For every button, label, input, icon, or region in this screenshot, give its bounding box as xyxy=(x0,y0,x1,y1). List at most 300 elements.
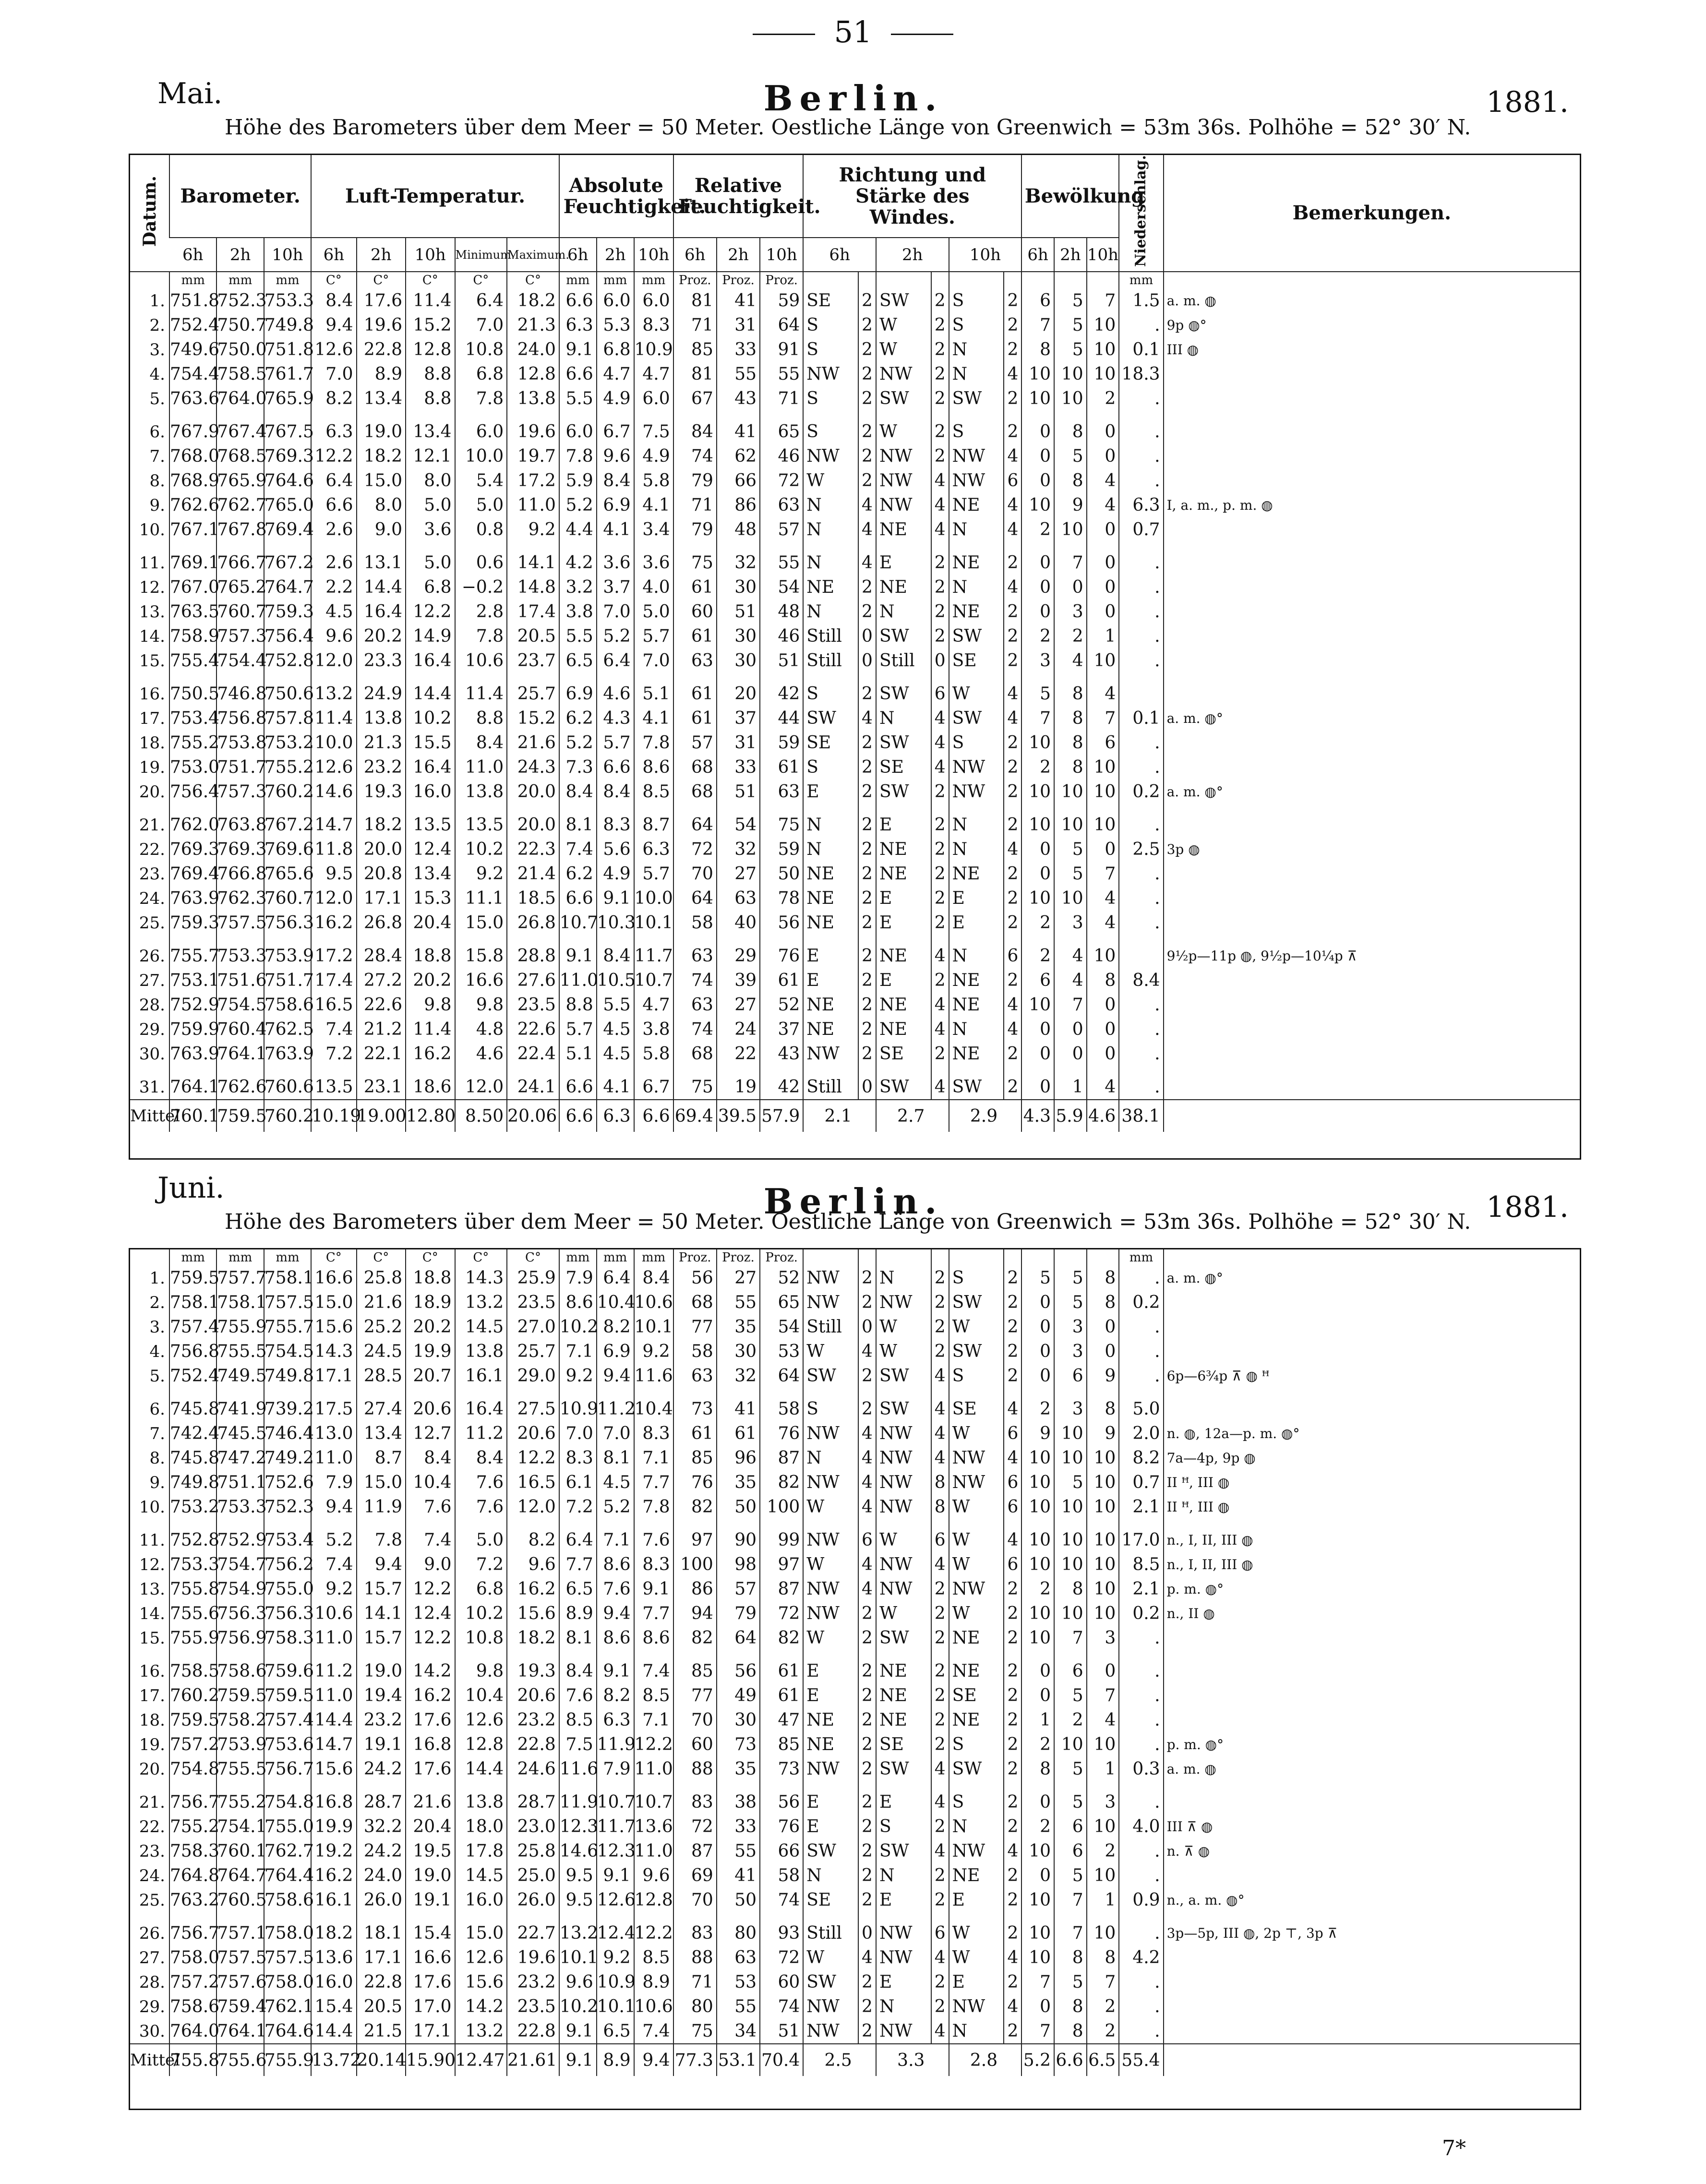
data-cell: 0 xyxy=(1087,1315,1119,1339)
data-cell: 55 xyxy=(717,1994,760,2019)
table-row xyxy=(130,517,1580,542)
data-cell: 7.1 xyxy=(634,1446,673,1470)
separator-cell xyxy=(1164,1781,1580,1790)
wind-force-cell: 2 xyxy=(858,1017,876,1042)
data-cell: 753.9 xyxy=(216,1732,264,1757)
data-cell: 58 xyxy=(760,1863,803,1888)
data-cell: 10 xyxy=(1054,1446,1087,1470)
table-row xyxy=(130,1994,1580,2019)
wind-force-cell: 2 xyxy=(1004,2019,1021,2044)
wind-direction-cell: SW xyxy=(949,1075,1004,1100)
separator-cell xyxy=(876,673,931,682)
separator-cell xyxy=(760,1066,803,1075)
data-cell: 62 xyxy=(717,444,760,468)
wind-direction-cell: S xyxy=(949,731,1004,755)
remarks-cell: n., II ◍ xyxy=(1164,1601,1580,1626)
separator-cell xyxy=(760,1912,803,1921)
data-cell: 87 xyxy=(760,1577,803,1601)
wind-direction-cell: W xyxy=(949,682,1004,706)
data-cell: 9.8 xyxy=(455,1659,507,1683)
wind-force-cell: 4 xyxy=(1004,362,1021,386)
date-cell: 27. xyxy=(139,1948,165,1968)
data-cell: 10 xyxy=(1054,517,1087,542)
data-cell: 14.4 xyxy=(406,682,455,706)
data-cell: 10 xyxy=(1021,1470,1054,1495)
wind-direction-cell: E xyxy=(876,1970,931,1994)
data-cell: 752.4 xyxy=(169,313,216,337)
data-cell: 739.2 xyxy=(264,1397,311,1421)
date-cell: 15. xyxy=(139,1628,165,1648)
wind-direction-cell: N xyxy=(949,2019,1004,2044)
data-cell: 10 xyxy=(1021,386,1054,411)
wind-force-cell: 2 xyxy=(931,1659,949,1683)
wind-direction-cell: W xyxy=(949,1315,1004,1339)
data-cell: 17.5 xyxy=(311,1397,356,1421)
data-cell: 6.6 xyxy=(311,493,356,517)
data-cell: 20.6 xyxy=(507,1683,559,1708)
separator-cell xyxy=(130,1650,169,1659)
data-cell: 755.0 xyxy=(264,1814,311,1839)
data-cell: 58 xyxy=(673,911,717,935)
wind-direction-cell: W xyxy=(876,420,931,444)
separator-cell xyxy=(406,673,455,682)
precipitation-cell: . xyxy=(1119,1339,1163,1364)
remarks-cell xyxy=(1164,444,1580,468)
data-cell: 764.1 xyxy=(216,1042,264,1066)
remarks-cell xyxy=(1164,600,1580,624)
precipitation-cell: . xyxy=(1119,911,1163,935)
wind-force-cell: 2 xyxy=(858,1757,876,1781)
data-cell: 4.8 xyxy=(455,1017,507,1042)
data-cell: 8.1 xyxy=(597,1446,634,1470)
data-cell: 87 xyxy=(760,1446,803,1470)
data-cell: 753.3 xyxy=(216,944,264,968)
data-cell: 753.4 xyxy=(169,706,216,731)
group-separator xyxy=(130,935,1580,944)
data-cell: 760.7 xyxy=(264,886,311,911)
data-cell: 7.0 xyxy=(597,600,634,624)
data-cell: 2 xyxy=(1021,517,1054,542)
date-cell: 29. xyxy=(139,1020,165,1039)
unit-cell: Proz. xyxy=(673,272,717,288)
data-cell: 8.4 xyxy=(597,468,634,493)
wind-direction-cell: E xyxy=(803,944,858,968)
wind-direction-cell: N xyxy=(876,1266,931,1290)
wind-force-cell: 4 xyxy=(858,1577,876,1601)
data-cell: 68 xyxy=(673,780,717,804)
data-cell: 760.2 xyxy=(169,1683,216,1708)
data-cell: 13.1 xyxy=(357,551,406,575)
data-cell: 764.0 xyxy=(216,386,264,411)
wind-force-cell: 2 xyxy=(1004,755,1021,780)
data-cell: 9.2 xyxy=(597,1945,634,1970)
data-cell: 9.6 xyxy=(559,1970,597,1994)
data-cell: 81 xyxy=(673,288,717,313)
mittel-barometer: 759.5 xyxy=(216,1100,264,1132)
data-cell: 755.6 xyxy=(169,1601,216,1626)
data-cell: 80 xyxy=(673,1994,717,2019)
separator-cell xyxy=(311,1066,356,1075)
wind-direction-cell: SW xyxy=(876,1626,931,1650)
separator-cell xyxy=(169,804,216,813)
data-cell: 9 xyxy=(1087,1421,1119,1446)
separator-cell xyxy=(931,1519,949,1528)
date-cell: 19. xyxy=(139,1735,165,1754)
separator-cell xyxy=(1021,673,1054,682)
data-cell: 23.2 xyxy=(357,1708,406,1732)
wind-direction-cell: W xyxy=(949,1552,1004,1577)
mittel-rel-humidity: 69.4 xyxy=(673,1100,717,1132)
separator-cell xyxy=(803,1781,858,1790)
precipitation-cell: . xyxy=(1119,420,1163,444)
remarks-cell xyxy=(1164,1659,1580,1683)
data-cell: 749.5 xyxy=(216,1364,264,1388)
separator-cell xyxy=(673,804,717,813)
wind-force-cell: 2 xyxy=(858,944,876,968)
sub-10h: 10h xyxy=(634,238,673,272)
wind-direction-cell: N xyxy=(803,551,858,575)
data-cell: 19.6 xyxy=(507,420,559,444)
data-cell: 17.1 xyxy=(357,1945,406,1970)
data-cell: 19.6 xyxy=(507,1945,559,1970)
separator-cell xyxy=(1004,804,1021,813)
table-row xyxy=(130,1495,1580,1519)
year-label: 1881. xyxy=(1486,85,1569,119)
unit-cell: mm xyxy=(634,1249,673,1266)
wind-force-cell: 2 xyxy=(858,1970,876,1994)
sub-2h: 2h xyxy=(357,238,406,272)
separator-cell xyxy=(949,1066,1004,1075)
separator-cell xyxy=(264,1519,311,1528)
wind-force-cell: 4 xyxy=(858,1421,876,1446)
separator-cell xyxy=(311,935,356,944)
wind-direction-cell: N xyxy=(803,813,858,837)
separator-cell xyxy=(406,1519,455,1528)
wind-force-cell: 8 xyxy=(931,1495,949,1519)
data-cell: 18.1 xyxy=(357,1921,406,1945)
group-separator xyxy=(130,1781,1580,1790)
remarks-cell xyxy=(1164,1708,1580,1732)
data-cell: 769.3 xyxy=(264,444,311,468)
data-cell: 2 xyxy=(1021,911,1054,935)
wind-direction-cell: E xyxy=(949,1888,1004,1912)
separator-cell xyxy=(717,1519,760,1528)
wind-direction-cell: N xyxy=(949,362,1004,386)
data-cell: 7.8 xyxy=(559,444,597,468)
table-row xyxy=(130,468,1580,493)
mittel-abs-humidity: 9.4 xyxy=(634,2044,673,2076)
data-cell: 15.0 xyxy=(357,468,406,493)
wind-force-cell: 4 xyxy=(858,1495,876,1519)
data-cell: 7 xyxy=(1087,706,1119,731)
wind-force-cell: 2 xyxy=(931,1970,949,1994)
data-cell: 10 xyxy=(1087,1601,1119,1626)
separator-cell xyxy=(673,1912,717,1921)
wind-force-cell: 4 xyxy=(1004,1994,1021,2019)
data-cell: 4.5 xyxy=(311,600,356,624)
data-cell: 16.6 xyxy=(455,968,507,993)
data-cell: 10.2 xyxy=(455,837,507,862)
separator-cell xyxy=(876,804,931,813)
wind-force-cell: 6 xyxy=(1004,944,1021,968)
data-cell: 756.8 xyxy=(169,1339,216,1364)
date-cell: 16. xyxy=(139,684,165,704)
wind-force-cell: 2 xyxy=(1004,1601,1021,1626)
wind-force-cell: 2 xyxy=(858,362,876,386)
data-cell: 7.8 xyxy=(455,386,507,411)
precipitation-cell: 4.0 xyxy=(1119,1814,1163,1839)
data-cell: 758.3 xyxy=(169,1839,216,1863)
separator-cell xyxy=(169,1066,216,1075)
data-cell: 753.4 xyxy=(264,1528,311,1552)
data-cell: 44 xyxy=(760,706,803,731)
remarks-cell: II ꟸ, III ◍ xyxy=(1164,1470,1580,1495)
remarks-cell: n. ⊼ ◍ xyxy=(1164,1839,1580,1863)
data-cell: 75 xyxy=(673,551,717,575)
separator-cell xyxy=(1164,542,1580,551)
wind-direction-cell: SW xyxy=(803,1970,858,1994)
separator-cell xyxy=(559,1912,597,1921)
wind-direction-cell: SW xyxy=(876,624,931,648)
separator-cell xyxy=(634,1912,673,1921)
data-cell: 91 xyxy=(760,337,803,362)
data-cell: 15.7 xyxy=(357,1626,406,1650)
data-cell: 4 xyxy=(1087,468,1119,493)
data-cell: 71 xyxy=(673,493,717,517)
wind-force-cell: 2 xyxy=(858,1290,876,1315)
data-cell: 763.9 xyxy=(169,886,216,911)
data-cell: 10.0 xyxy=(311,731,356,755)
separator-cell xyxy=(673,673,717,682)
data-cell: 2.2 xyxy=(311,575,356,600)
data-cell: 4.1 xyxy=(597,517,634,542)
data-cell: 758.6 xyxy=(264,1888,311,1912)
wind-force-cell: 2 xyxy=(858,1397,876,1421)
data-cell: 8.8 xyxy=(406,362,455,386)
wind-force-cell: 6 xyxy=(1004,1470,1021,1495)
data-cell: 8.2 xyxy=(597,1315,634,1339)
data-cell: 10 xyxy=(1054,386,1087,411)
data-cell: 11.6 xyxy=(634,1364,673,1388)
data-cell: 10 xyxy=(1021,1839,1054,1863)
data-cell: 11.4 xyxy=(311,706,356,731)
separator-cell xyxy=(876,1519,931,1528)
wind-direction-cell: W xyxy=(803,1945,858,1970)
remarks-cell xyxy=(1164,1075,1580,1100)
data-cell: 13.6 xyxy=(634,1814,673,1839)
separator-cell xyxy=(858,804,876,813)
data-cell: 758.5 xyxy=(169,1659,216,1683)
unit-cell: mm xyxy=(597,1249,634,1266)
precipitation-cell: . xyxy=(1119,575,1163,600)
sub-2h: 2h xyxy=(597,238,634,272)
data-cell: 10 xyxy=(1054,780,1087,804)
city-title: Berlin. xyxy=(763,1181,944,1222)
separator-cell xyxy=(559,411,597,420)
data-cell: 752.9 xyxy=(169,993,216,1017)
data-cell: 0 xyxy=(1087,837,1119,862)
data-cell: 759.6 xyxy=(264,1659,311,1683)
precipitation-cell: 2.1 xyxy=(1119,1495,1163,1519)
separator-cell xyxy=(264,411,311,420)
data-cell: 13.5 xyxy=(406,813,455,837)
separator-cell xyxy=(597,1066,634,1075)
data-cell: 0 xyxy=(1021,1994,1054,2019)
wind-direction-cell: S xyxy=(949,1266,1004,1290)
data-cell: 8.4 xyxy=(597,944,634,968)
wind-force-cell: 2 xyxy=(858,288,876,313)
unit-cell: mm xyxy=(634,272,673,288)
separator-cell xyxy=(216,804,264,813)
data-cell: 82 xyxy=(673,1495,717,1519)
separator-cell xyxy=(931,1781,949,1790)
data-cell: 752.3 xyxy=(216,288,264,313)
wind-force-cell: 2 xyxy=(1004,886,1021,911)
wind-direction-cell: W xyxy=(803,1339,858,1364)
data-cell: 752.3 xyxy=(264,1495,311,1519)
data-cell: 86 xyxy=(717,493,760,517)
separator-cell xyxy=(406,935,455,944)
data-cell: 76 xyxy=(673,1470,717,1495)
precipitation-cell: . xyxy=(1119,1017,1163,1042)
wind-direction-cell: E xyxy=(949,911,1004,935)
data-cell: 4 xyxy=(1087,493,1119,517)
separator-cell xyxy=(559,935,597,944)
date-cell: 28. xyxy=(139,1972,165,1992)
data-cell: 5.7 xyxy=(634,624,673,648)
mittel-rel-humidity: 39.5 xyxy=(717,1100,760,1132)
data-cell: 17.0 xyxy=(406,1994,455,2019)
data-cell: 77 xyxy=(673,1315,717,1339)
city-title: Berlin. xyxy=(763,78,944,119)
unit-cell: Proz. xyxy=(760,1249,803,1266)
data-cell: 8.1 xyxy=(559,1626,597,1650)
wind-direction-cell: E xyxy=(949,886,1004,911)
data-cell: 9.8 xyxy=(406,993,455,1017)
data-cell: 6.9 xyxy=(597,493,634,517)
separator-cell xyxy=(130,1388,169,1397)
table-row xyxy=(130,1528,1580,1552)
wind-force-cell: 4 xyxy=(931,731,949,755)
wind-direction-cell: N xyxy=(949,1017,1004,1042)
wind-direction-cell: NW xyxy=(803,444,858,468)
group-separator xyxy=(130,804,1580,813)
data-cell: 764.7 xyxy=(216,1863,264,1888)
separator-cell xyxy=(1087,1912,1119,1921)
separator-cell xyxy=(1164,1912,1580,1921)
mittel-barometer: 760.2 xyxy=(264,1100,311,1132)
remarks-cell: I, a. m., p. m. ◍ xyxy=(1164,493,1580,517)
wind-direction-cell: W xyxy=(949,1528,1004,1552)
data-cell: 762.1 xyxy=(264,1994,311,2019)
unit-cell: C° xyxy=(406,272,455,288)
wind-force-cell: 2 xyxy=(931,1339,949,1364)
separator-cell xyxy=(760,1388,803,1397)
data-cell: 7.8 xyxy=(634,731,673,755)
data-cell: 27 xyxy=(717,993,760,1017)
date-cell: 26. xyxy=(139,946,165,966)
data-cell: 10.1 xyxy=(597,1994,634,2019)
wind-direction-cell: NW xyxy=(876,444,931,468)
remarks-cell: III ◍ xyxy=(1164,337,1580,362)
precipitation-cell: . xyxy=(1119,624,1163,648)
wind-direction-cell: N xyxy=(949,837,1004,862)
table-row xyxy=(130,944,1580,968)
data-cell: 11.9 xyxy=(357,1495,406,1519)
data-cell: 750.0 xyxy=(216,337,264,362)
data-cell: 10.9 xyxy=(634,337,673,362)
data-cell: 30 xyxy=(717,575,760,600)
separator-cell xyxy=(357,1912,406,1921)
separator-cell xyxy=(1054,1912,1087,1921)
remarks-cell xyxy=(1164,1790,1580,1814)
data-cell: 17.4 xyxy=(507,600,559,624)
separator-cell xyxy=(931,1388,949,1397)
data-cell: 23.5 xyxy=(507,1290,559,1315)
data-cell: 12.2 xyxy=(634,1732,673,1757)
separator-cell xyxy=(1164,673,1580,682)
mittel-remarks xyxy=(1164,1100,1580,1132)
date-cell: 3. xyxy=(149,340,165,360)
data-cell: 57 xyxy=(760,517,803,542)
data-cell: 6.6 xyxy=(559,288,597,313)
data-cell: 18.0 xyxy=(455,1814,507,1839)
wind-force-cell: 2 xyxy=(858,1839,876,1863)
data-cell: 26.8 xyxy=(507,911,559,935)
data-cell: 16.8 xyxy=(406,1732,455,1757)
sub-6h: 6h xyxy=(559,238,597,272)
data-cell: 65 xyxy=(760,420,803,444)
table-row xyxy=(130,1863,1580,1888)
data-cell: 50 xyxy=(760,862,803,886)
data-cell: 758.6 xyxy=(264,993,311,1017)
mittel-abs-humidity: 9.1 xyxy=(559,2044,597,2076)
data-cell: 9.4 xyxy=(357,1552,406,1577)
data-cell: 6.4 xyxy=(597,1266,634,1290)
wind-force-cell: 4 xyxy=(858,1470,876,1495)
separator-cell xyxy=(858,1066,876,1075)
separator-cell xyxy=(264,1650,311,1659)
wind-force-cell: 4 xyxy=(931,1552,949,1577)
data-cell: 6.6 xyxy=(559,362,597,386)
data-cell: 22.6 xyxy=(507,1017,559,1042)
wind-force-cell: 2 xyxy=(858,755,876,780)
table-row xyxy=(130,1814,1580,1839)
data-cell: 66 xyxy=(760,1839,803,1863)
data-cell: 42 xyxy=(760,1075,803,1100)
wind-force-cell: 2 xyxy=(858,386,876,411)
data-cell: 59 xyxy=(760,837,803,862)
data-cell: 79 xyxy=(673,517,717,542)
separator-cell xyxy=(507,935,559,944)
wind-force-cell: 4 xyxy=(1004,1446,1021,1470)
wind-direction-cell: NW xyxy=(876,468,931,493)
separator-cell xyxy=(507,1066,559,1075)
col-niederschlag: Niederschlag. xyxy=(1119,155,1163,272)
remarks-cell xyxy=(1164,813,1580,837)
data-cell: 11.9 xyxy=(559,1790,597,1814)
wind-force-cell: 2 xyxy=(1004,1290,1021,1315)
remarks-cell xyxy=(1164,911,1580,935)
data-cell: 61 xyxy=(717,1421,760,1446)
separator-cell xyxy=(357,935,406,944)
date-cell: 18. xyxy=(139,1710,165,1730)
unit-cell: mm xyxy=(597,272,634,288)
data-cell: 0 xyxy=(1021,444,1054,468)
data-cell: 64 xyxy=(760,1364,803,1388)
wind-direction-cell: SW xyxy=(803,706,858,731)
data-cell: 14.9 xyxy=(406,624,455,648)
